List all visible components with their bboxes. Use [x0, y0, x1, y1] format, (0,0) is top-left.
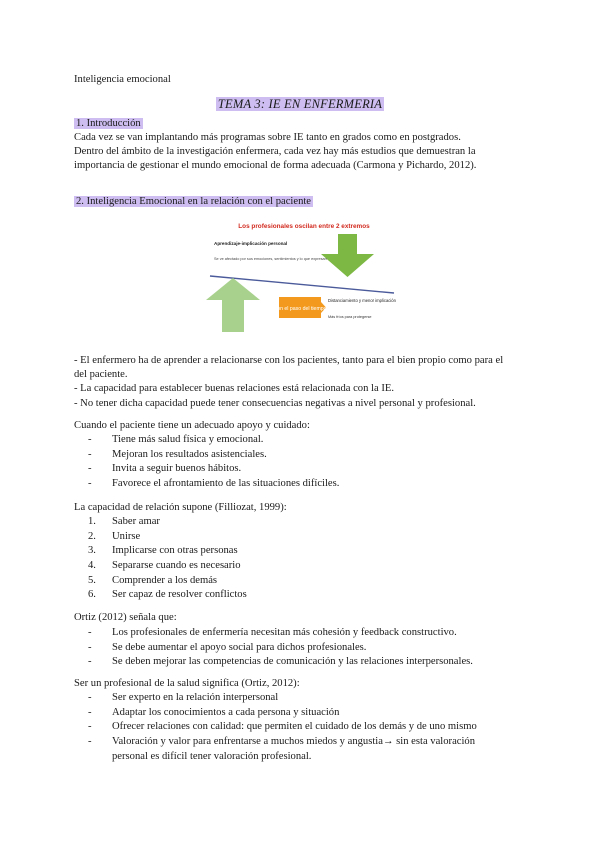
section-1-heading-wrap: [74, 117, 143, 131]
down-arrow-shape: [321, 234, 374, 277]
section-2-heading: 2. Inteligencia Emocional en la relación con el paciente: [76, 196, 312, 207]
ortiz-intro: Ortiz (2012) señala que:: [74, 612, 177, 623]
point-line: - El enfermero ha de aprender a relacionarse con los pacientes, tanto para el bien propio como para el: [74, 355, 504, 366]
right-label: Distanciamiento y menor implicación: [328, 298, 396, 303]
section-1-line: importancia de gestionar el mundo emocional de forma adecuada (Carmona y Pichardo, 2012).: [74, 160, 477, 171]
figure-title: Los profesionales oscilan entre 2 extremos: [238, 223, 370, 230]
up-arrow-shape: [206, 278, 260, 332]
section-1-line: Dentro del ámbito de la investigación enfermera, cada vez hay más estudios que demuestran la: [74, 146, 476, 157]
right-text: Más fríos para protegerse: [328, 315, 372, 319]
extremes-figure: [204, 218, 400, 332]
section-1-line: Cada vez se van implantando más programas sobre IE tanto en grados como en postgrados.: [74, 132, 461, 143]
capacidad-intro: La capacidad de relación supone (Filliozat, 1999):: [74, 502, 287, 513]
left-label: Aprendizaje-implicación personal: [214, 241, 288, 246]
point-line: - La capacidad para establecer buenas relaciones está relacionada con la IE.: [74, 383, 394, 394]
section-2-heading-wrap: [74, 195, 313, 209]
point-line: - No tener dicha capacidad puede tener consecuencias negativas a nivel personal y profesional.: [74, 398, 476, 409]
apoyo-intro: Cuando el paciente tiene un adecuado apoyo y cuidado:: [74, 420, 310, 431]
section-1-heading: 1. Introducción: [76, 118, 141, 129]
point-line: del paciente.: [74, 369, 128, 380]
profesional-intro: Ser un profesional de la salud significa (Ortiz, 2012):: [74, 678, 300, 689]
left-text: Se ve afectado por sus emociones, sentimientos y lo que expresan: [214, 257, 327, 261]
page-title: TEMA 3: IE EN ENFERMERIA: [217, 97, 383, 111]
title-wrapper: [0, 95, 600, 113]
document-header: Inteligencia emocional: [74, 74, 171, 85]
time-box-label: Con el paso del tiempo: [273, 306, 327, 312]
extremes-diagram: [204, 218, 400, 332]
